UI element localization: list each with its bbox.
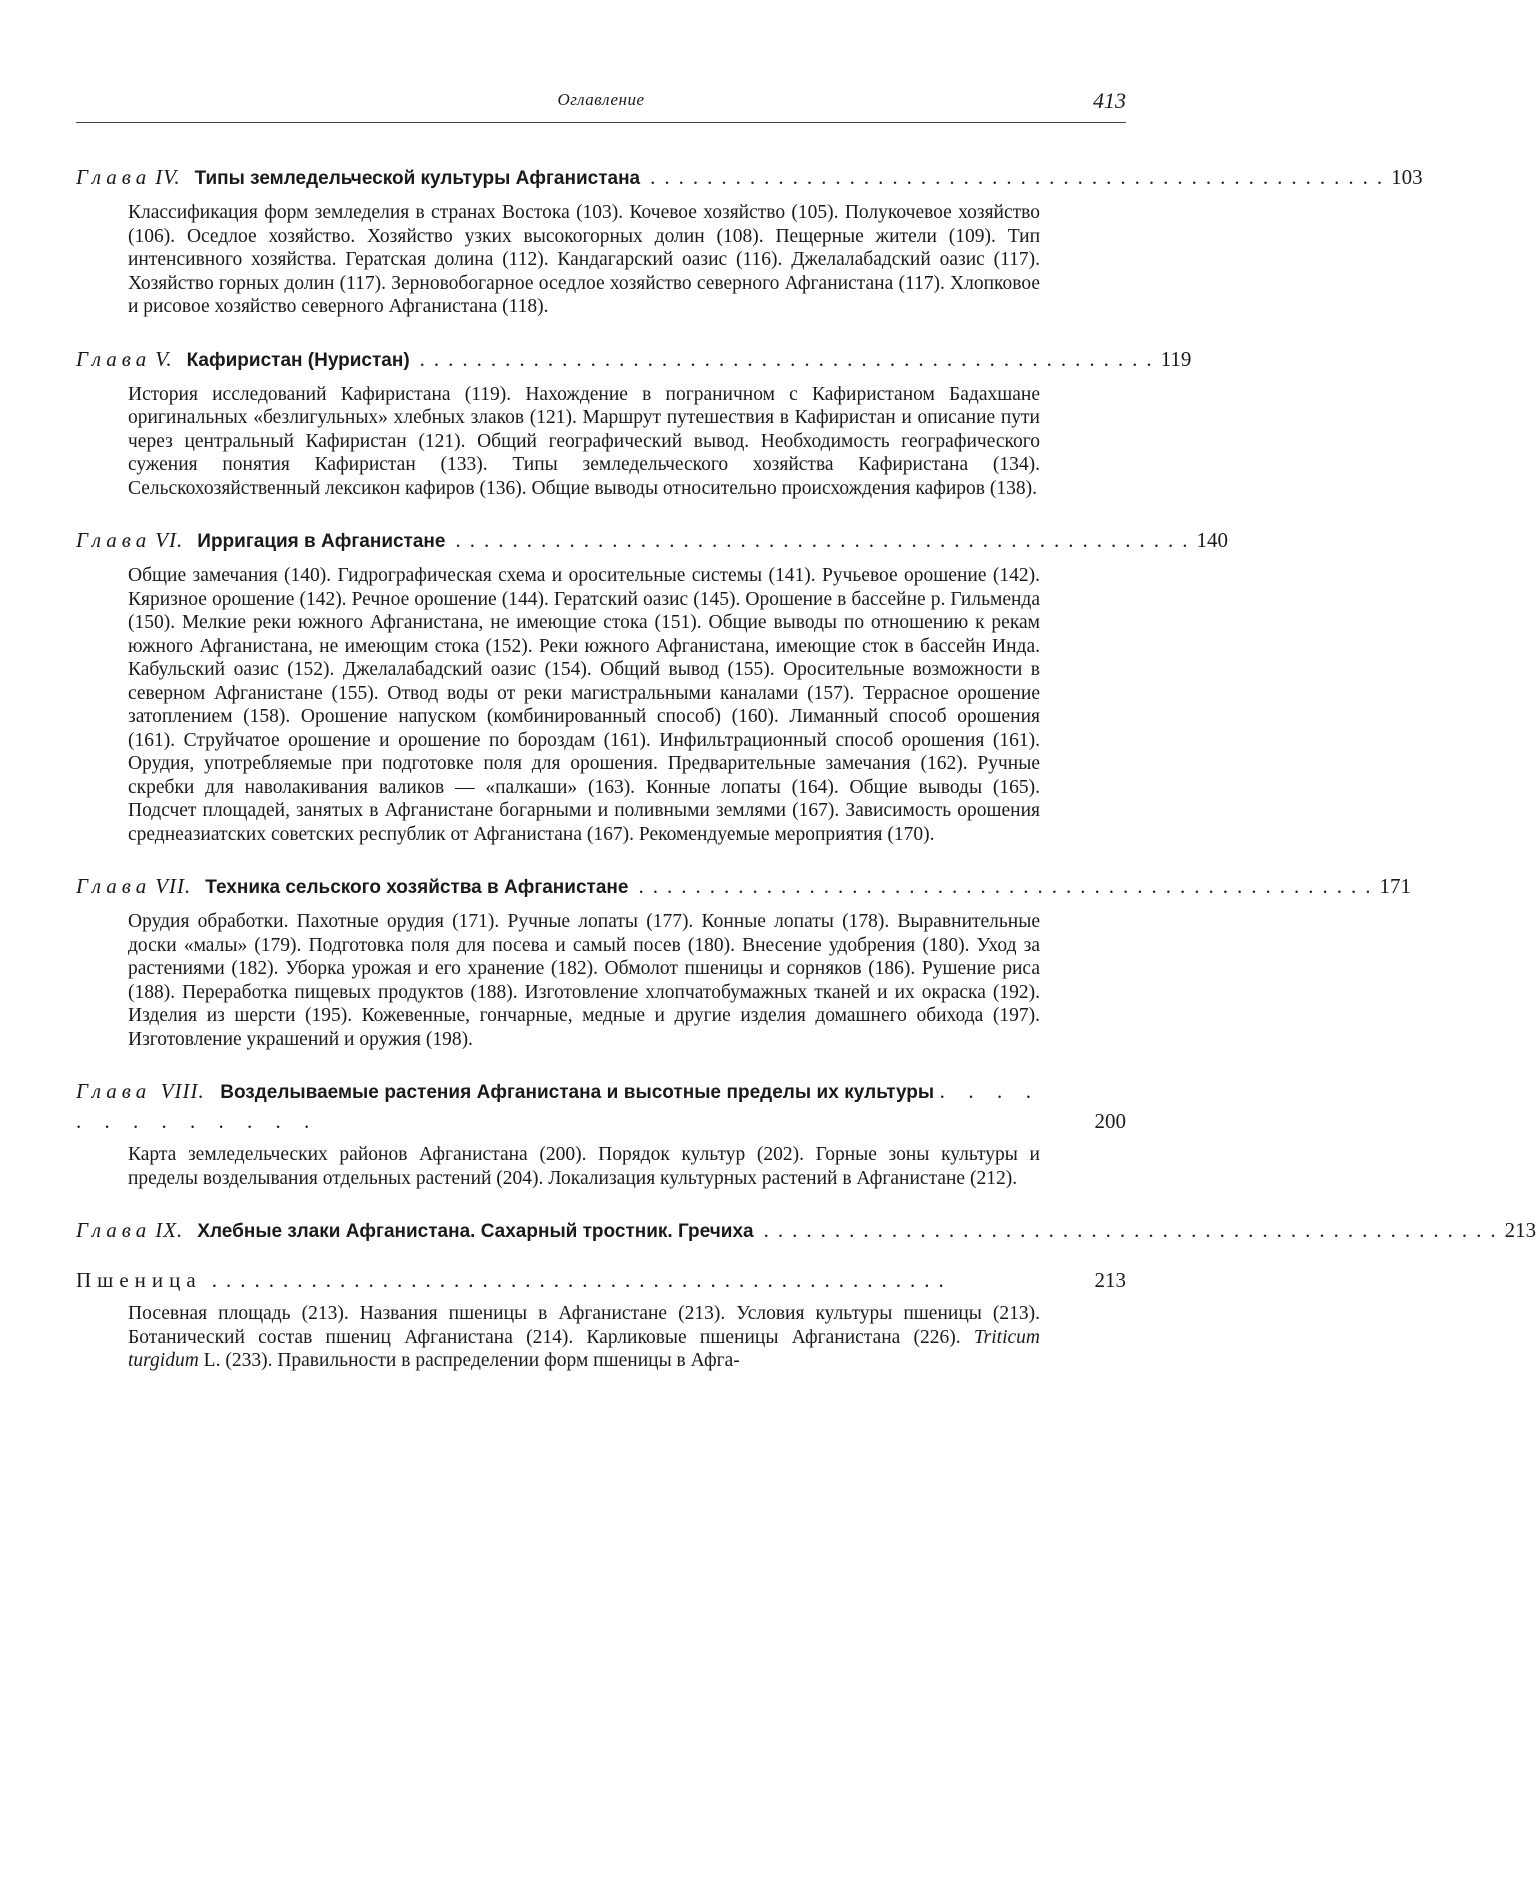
dot-leader: .................................................... <box>419 346 1161 371</box>
chapter-heading <box>76 1077 1126 1135</box>
chapter-heading <box>76 872 1411 902</box>
chapter-number: IV. <box>155 165 181 189</box>
chapter-title: Кафиристан (Нуристан) <box>186 349 410 371</box>
chapter-summary: Классификация форм земледелия в странах Востока (103). Кочевое хозяйство (105). Полукочевое хозяйство (106). Оседлое хозяйство. Хозяйство узких высокогорных долин (108). Пещерные жители (109). Тип интенсивного хозяйства. Гератская долина (112). Кандагарский оазис (116). Джелалабадский оазис (117). Хозяйство горных долин (117). Зерновобогарное оседлое хозяйство северного Афганистана (117). Хлопковое и рисовое хозяйство северного Афганистана (118). <box>128 202 1040 317</box>
chapter-label: Глава <box>76 528 152 552</box>
chapter-heading <box>76 345 1192 375</box>
chapter-heading <box>76 1216 1536 1246</box>
chapter-entry <box>76 872 1411 1051</box>
chapter-entry <box>76 1216 1536 1246</box>
section-page: 213 <box>1094 1268 1126 1292</box>
chapter-number: VIII. <box>160 1079 205 1103</box>
chapter-label: Глава <box>76 874 152 898</box>
chapter-entry <box>76 345 1192 501</box>
chapter-summary: Орудия обработки. Пахотные орудия (171). Ручные лопаты (177). Конные лопаты (178). Выравнительные доски «малы» (179). Подготовка поля для посева и самый посев (180). Внесение удобрения (180). Уход за растениями (182). Уборка урожая и его хранение (182). Обмолот пшеницы и сорняков (186). Рушение риса (188). Переработка пищевых продуктов (188). Изготовление хлопчатобумажных тканей и их окраска (192). Изделия из шерсти (195). Кожевенные, гончарные, медные и другие изделия домашнего обихода (197). Изготовление украшений и оружия (198). <box>128 911 1040 1050</box>
chapter-number: IX. <box>155 1218 184 1242</box>
running-head-title: Оглавление <box>557 90 645 109</box>
dot-leader: .................................................... <box>650 165 1392 189</box>
section-title: Пшеница <box>76 1268 202 1292</box>
toc-page <box>76 88 1536 1373</box>
chapter-entry <box>76 1077 1126 1190</box>
section-summary-part1: Посевная площадь (213). Названия пшеницы в Афганистане (213). Условия культуры пшеницы (213). Ботанический состав пшениц Афганистана (214). Карликовые пшеницы Афганистана (226). <box>128 1303 1040 1348</box>
dot-leader: .................................................... <box>455 528 1197 552</box>
chapter-title: Хлебные злаки Афганистана. Сахарный тростник. Гречиха <box>197 1221 754 1242</box>
section-heading <box>76 1266 1126 1294</box>
chapter-heading <box>76 526 1228 556</box>
chapter-label: Глава <box>76 1218 152 1242</box>
chapter-number: V. <box>155 346 173 371</box>
chapter-heading <box>76 163 1423 193</box>
chapter-number: VI. <box>155 528 184 552</box>
chapter-summary: Общие замечания (140). Гидрографическая схема и оросительные системы (141). Ручьевое орошение (142). Кяризное орошение (142). Речное орошение (144). Гератский оазис (145). Орошение в бассейне р. Гильменда (150). Мелкие реки южного Афганистана, не имеющие стока (151). Общие выводы по отношению к рекам южного Афганистана, не имеющим стока (152). Реки южного Афганистана, имеющие сток в бассейн Инда. Кабульский оазис (152). Джелалабадский оазис (154). Общий вывод (155). Оросительные возможности в северном Афганистане (155). Отвод воды от реки магистральными каналами (157). Террасное орошение затоплением (158). Орошение напуском (комбинированный способ) (160). Лиманный способ орошения (161). Струйчатое орошение и орошение по бороздам (161). Инфильтрационный способ орошения (161). Орудия, употребляемые при подготовке поля для орошения. Предварительные замечания (162). Ручные скребки для наволакивания валиков — «палкаши» (163). Конные лопаты (164). Общие выводы (165). Подсчет площадей, занятых в Афганистане богарными и поливными землями (167). Зависимость орошения среднеазиатских советских республик от Афганистана (167). Рекомендуемые мероприятия (170). <box>128 565 1040 845</box>
chapter-page: 200 <box>1094 1109 1126 1133</box>
chapter-page: 119 <box>1160 346 1192 371</box>
chapter-title: Техника сельского хозяйства в Афганистане <box>205 877 629 898</box>
running-head <box>76 88 1126 123</box>
running-head-page-number: 413 <box>1093 88 1126 113</box>
chapter-number: VII. <box>155 874 192 898</box>
chapter-title: Ирригация в Афганистане <box>197 531 446 552</box>
chapter-page: 140 <box>1196 528 1228 552</box>
chapter-page: 213 <box>1504 1218 1536 1242</box>
section-summary-part2: L. (233). Правильности в распределении форм пшеницы в Афга- <box>203 1350 740 1371</box>
chapter-label: Глава <box>76 1079 152 1103</box>
dot-leader: .................................................... <box>638 874 1380 898</box>
chapter-entry <box>76 526 1228 846</box>
chapter-page: 103 <box>1391 165 1423 189</box>
chapter-summary: Карта земледельческих районов Афганистана (200). Порядок культур (202). Горные зоны культуры и пределы возделывания отдельных растений (204). Локализация культурных растений в Афганистане (212). <box>128 1144 1040 1189</box>
chapter-label: Глава <box>76 165 152 189</box>
section-summary <box>128 1302 1040 1373</box>
section-summary-latin-name: Triticum turgidum <box>128 1326 1040 1371</box>
chapter-title: Возделываемые растения Афганистана и высотные пределы их культуры <box>220 1082 935 1103</box>
chapter-page: 171 <box>1379 874 1411 898</box>
chapter-label: Глава <box>76 346 152 371</box>
chapter-title: Типы земледельческой культуры Афганистана <box>194 168 641 189</box>
chapter-summary: История исследований Кафиристана (119). Нахождение в пограничном с Кафиристаном Бадахшане оригинальных «безлигульных» хлебных злаков (121). Маршрут путешествия в Кафиристан и описание пути через центральный Кафиристан (121). Общий географический вывод. Необходимость географического сужения понятия Кафиристан (133). Типы земледельческого хозяйства Кафиристана (134). Сельскохозяйственный лексикон кафиров (136). Общие выводы относительно происхождения кафиров (138). <box>128 383 1040 499</box>
chapter-entry <box>76 163 1423 319</box>
dot-leader: .................................................... <box>211 1268 953 1292</box>
dot-leader: . . . . . . . . . . . . . <box>76 1079 1041 1133</box>
dot-leader: .................................................... <box>763 1218 1505 1242</box>
